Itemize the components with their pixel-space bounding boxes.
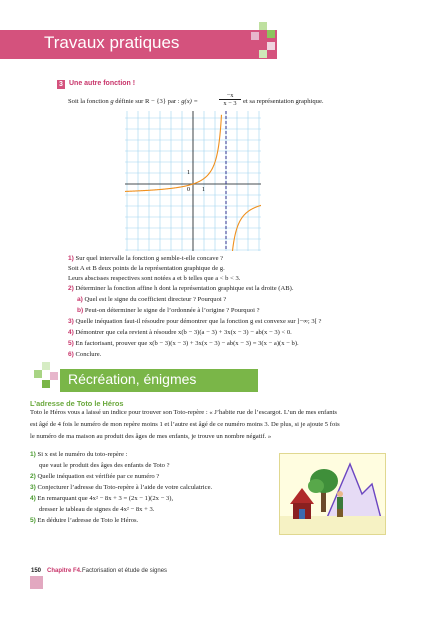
page-number: 150 xyxy=(31,568,42,574)
recreation-question-1-continued: que vaut le produit des âges des enfants de Toto ? xyxy=(39,462,170,469)
recreation-question-1-number: 1) xyxy=(30,451,36,458)
exercise-title: Une autre fonction ! xyxy=(69,80,136,87)
question-2-number: 2) xyxy=(68,285,74,292)
character-legs xyxy=(337,509,343,517)
origin-label: 0 xyxy=(187,187,190,193)
character-body xyxy=(337,497,343,509)
house-door xyxy=(299,509,305,519)
statement-line-2: Soit A et B deux points de la représentation graphique de g. xyxy=(68,265,225,272)
recreation-question-4 xyxy=(30,495,173,503)
recreation-question-4-number: 4) xyxy=(30,495,36,502)
recreation-question-4-continued: dresser le tableau de signes de 4x² − 8x + 3. xyxy=(39,506,155,513)
recreation-question-5-text: En déduire l’adresse de Toto le Héros. xyxy=(37,517,139,524)
exercise-intro: Soit la fonction g définie sur R − {3} par : g(x) = xyxy=(68,98,198,105)
recreation-question-2-text: Quelle inéquation est vérifiée par ce numéro ? xyxy=(37,473,160,480)
recreation-question-3 xyxy=(30,484,212,492)
intro-fx: g(x) = xyxy=(181,98,198,105)
question-6-text: Conclure. xyxy=(75,351,102,358)
question-2b xyxy=(77,307,260,315)
footer-square-decoration xyxy=(30,576,43,589)
exercise-number-badge: 3 xyxy=(57,80,65,89)
recreation-question-1 xyxy=(30,451,127,459)
question-6 xyxy=(68,351,101,359)
question-2b-text: Peut-on déterminer le signe de l’ordonnée à l’origine ? Pourquoi ? xyxy=(84,307,260,314)
recreation-squares-decoration xyxy=(30,362,60,394)
banner-squares-decoration xyxy=(249,22,279,60)
intro-set: R − {3} par : xyxy=(144,98,180,105)
question-1-text: Sur quel intervalle la fonction g semble-t-elle concave ? xyxy=(75,255,224,262)
recreation-question-1-text: Si x est le numéro du toto-repère : xyxy=(37,451,128,458)
question-3-number: 3) xyxy=(68,318,74,325)
intro-text-b: définie sur xyxy=(115,98,144,105)
chapter-label: Chapitre F4. xyxy=(47,568,82,574)
question-2a-number: a) xyxy=(77,296,83,303)
recreation-question-3-number: 3) xyxy=(30,484,36,491)
y-tick-label: 1 xyxy=(187,170,190,176)
character-head xyxy=(337,491,343,497)
question-5-number: 5) xyxy=(68,340,74,347)
recreation-paragraph-line-1: Toto le Héros vous a laissé un indice pour trouver son Toto-repère : « J’habite rue de l’escargot. L’un de mes enfants xyxy=(30,409,337,416)
x-tick-label: 1 xyxy=(202,187,205,193)
recreation-title: Récréation, énigmes xyxy=(68,371,197,387)
intro-text-a: Soit la fonction xyxy=(68,98,109,105)
recreation-question-5 xyxy=(30,517,138,525)
question-4-number: 4) xyxy=(68,329,74,336)
recreation-paragraph-line-2: est âgé de 4 fois le numéro de mon repère moins 1 et l’autre est âgé de ce numéro moins 3. De plus, si je ajoute 5 fois xyxy=(30,421,340,428)
function-graph xyxy=(125,111,261,251)
recreation-subtitle: L’adresse de Toto le Héros xyxy=(30,399,124,408)
curve-left-branch xyxy=(125,115,221,192)
statement-line-3: Leurs abscisses respectives sont notées a et b telles que a < b < 3. xyxy=(68,275,241,282)
question-2a xyxy=(77,296,226,304)
fraction-denominator: x − 3 xyxy=(223,100,237,107)
question-6-number: 6) xyxy=(68,351,74,358)
question-2-text: Déterminer la fonction affine h dont la représentation graphique est la droite (AB). xyxy=(75,285,294,292)
question-5 xyxy=(68,340,299,348)
recreation-question-4-text: En remarquant que 4x² − 8x + 3 = (2x − 1)(2x − 3), xyxy=(37,495,174,502)
question-2a-text: Quel est le signe du coefficient directeur ? Pourquoi ? xyxy=(84,296,227,303)
question-5-text: En factorisant, prouver que x(b − 3)(x − 3) + 3x(x − 3) − ab(x − 3) = 3(x − a)(x − b). xyxy=(75,340,299,347)
tree-foliage-2 xyxy=(308,479,324,493)
page-title: Travaux pratiques xyxy=(44,33,180,52)
fraction-numerator: −x xyxy=(219,92,241,100)
question-4-text: Démontrer que cela revient à résoudre x(b − 3)(a − 3) + 3x(x − 3) − ab(x − 3) < 0. xyxy=(75,329,292,336)
question-3 xyxy=(68,318,321,326)
question-4 xyxy=(68,329,292,337)
illustration-scene xyxy=(280,454,385,534)
question-3-text: Quelle inéquation faut-il résoudre pour démontrer que la fonction g est convexe sur ]−∞; 3[ ? xyxy=(75,318,322,325)
recreation-question-5-number: 5) xyxy=(30,517,36,524)
question-2 xyxy=(68,285,293,293)
intro-end: et sa représentation graphique. xyxy=(243,98,324,105)
question-1 xyxy=(68,255,223,263)
question-2b-number: b) xyxy=(77,307,84,314)
question-1-number: 1) xyxy=(68,255,74,262)
function-fraction xyxy=(219,92,241,107)
recreation-question-3-text: Conjecturer l’adresse du Toto-repère à l’aide de votre calculatrice. xyxy=(37,484,213,491)
recreation-paragraph-line-3: le numéro de ma maison au produit des âges de mes enfants, je trouve un nombre négatif. » xyxy=(30,433,272,440)
recreation-question-2-number: 2) xyxy=(30,473,36,480)
toto-illustration xyxy=(279,453,386,535)
chapter-title: Factorisation et étude de signes xyxy=(82,568,168,574)
recreation-question-2 xyxy=(30,473,159,481)
